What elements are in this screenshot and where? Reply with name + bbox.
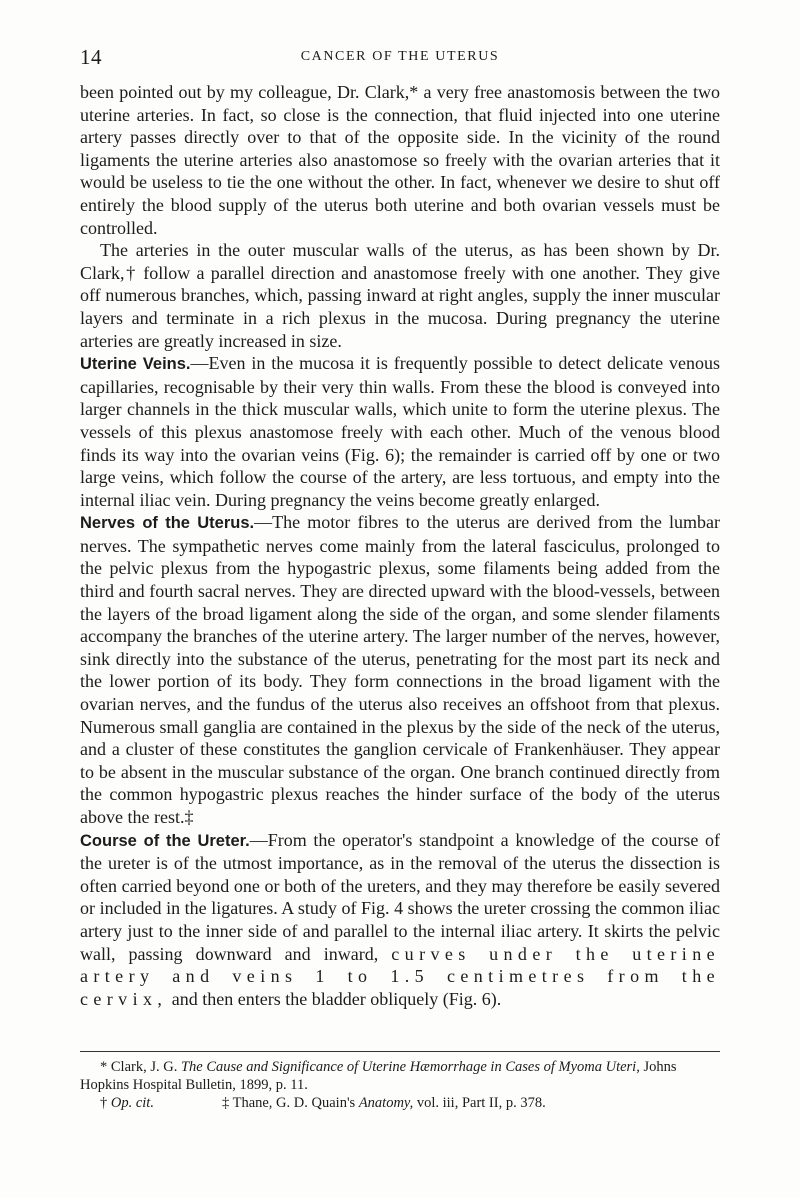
footnote-op-cit-and-thane	[80, 1094, 720, 1112]
footnote-thane-author: ‡ Thane, G. D. Quain's	[221, 1095, 359, 1111]
footnotes	[80, 1058, 720, 1112]
running-head: CANCER OF THE UTERUS	[300, 49, 500, 64]
footnote-op-cit: Op. cit.	[110, 1095, 154, 1111]
paragraph-ureter-end: and then enters the bladder obliquely (Fig. 6).	[167, 988, 502, 1009]
paragraph-uterine-veins	[80, 352, 720, 511]
section-heading-ureter: Course of the Ureter.	[80, 831, 250, 850]
footnote-dagger-mark: †	[100, 1095, 111, 1111]
emphasized-spaced-text: curves under the uterine artery and veins 1 to 1.5 centimetres from the cervix,	[80, 943, 721, 1009]
body-text	[80, 81, 720, 1010]
page-header	[0, 0, 800, 80]
page-number: 14	[80, 45, 102, 69]
paragraph-uterine-veins-text: —Even in the mucosa it is frequently possible to detect delicate venous capillaries, recognisable by their very thin walls. From these the blood is conveyed into larger channels in the thick muscular walls, which unite to form the uterine plexus. The vessels of this plexus anastomose freely with each other. Much of the venous blood finds its way into the ovarian veins (Fig. 6); the remainder is carried off by one or two large veins, which follow the course of the artery, are less tortuous, and empty into the internal iliac vein. During pregnancy the veins become greatly enlarged.	[80, 353, 720, 510]
paragraph-ureter-text: —From the operator's standpoint a knowledge of the course of the ureter is of the utmost importance, as in the removal of the uterus the dissection is often carried beyond one or both of the ureters, and they may therefore be easily severed or included in the ligatures. A study of Fig. 4 shows the ureter crossing the common iliac artery just to the inner side of and parallel to the internal iliac artery. It skirts the pelvic wall, passing downward and inward,	[80, 829, 720, 964]
paragraph-nerves-text: —The motor fibres to the uterus are derived from the lumbar nerves. The sympathetic nerves come mainly from the lateral fasciculus, prolonged to the pelvic plexus from the hypogastric plexus, some filaments being added from the third and fourth sacral nerves. They are directed upward with the blood-vessels, between the layers of the broad ligament along the side of the organ, and some slender filaments accompany the branches of the uterine artery. The larger number of the nerves, however, sink directly into the substance of the uterus, penetrating for the most part its neck and the lower portion of its body. They form connections in the broad ligament with the ovarian nerves, and the fundus of the uterus also receives an offshoot from that plexus. Numerous small ganglia are contained in the plexus by the side of the neck of the uterus, and a cluster of these constitutes the ganglion cervicale of Frankenhäuser. They appear to be absent in the muscular substance of the organ. One branch continued directly from the common hypogastric plexus reaches the hinder surface of the body of the uterus above the rest.‡	[80, 512, 721, 827]
paragraph-arteries-anastomosis: been pointed out by my colleague, Dr. Clark,* a very free anastomosis between the two uterine arteries. In fact, so close is the connection, that fluid injected into one uterine artery passes directly over to that of the opposite side. In the vicinity of the round ligaments the uterine arteries also anastomose so freely with the ovarian arteries that it would be useless to tie the one without the other. In fact, whenever we desire to shut off entirely the blood supply of the uterus both uterine and both ovarian vessels must be controlled.	[80, 82, 720, 238]
footnote-clark-title: The Cause and Significance of Uterine Hæmorrhage in Cases of Myoma Uteri,	[180, 1059, 640, 1075]
paragraph-ureter	[80, 829, 720, 1011]
paragraph-arteries-outer-walls: The arteries in the outer muscular walls of the uterus, as has been shown by Dr. Clark,† follow a parallel direction and anastomose freely with one another. They give off numerous branches, which, passing inward at right angles, supply the inner muscular layers and terminate in a rich plexus in the mucosa. During pregnancy the uterine arteries are greatly increased in size.	[80, 240, 720, 351]
paragraph-nerves	[80, 511, 720, 828]
footnote-divider	[80, 1051, 720, 1052]
section-heading-uterine-veins: Uterine Veins.	[80, 355, 191, 374]
footnote-clark	[80, 1058, 720, 1094]
footnote-clark-source: Johns Hopkins Hospital Bulletin, 1899, p. 11.	[80, 1059, 677, 1093]
footnote-clark-author: * Clark, J. G.	[100, 1059, 181, 1075]
footnote-thane-source: vol. iii, Part II, p. 378.	[413, 1095, 546, 1111]
section-heading-nerves: Nerves of the Uterus.	[80, 514, 255, 533]
footnote-thane-title: Anatomy,	[358, 1095, 414, 1111]
